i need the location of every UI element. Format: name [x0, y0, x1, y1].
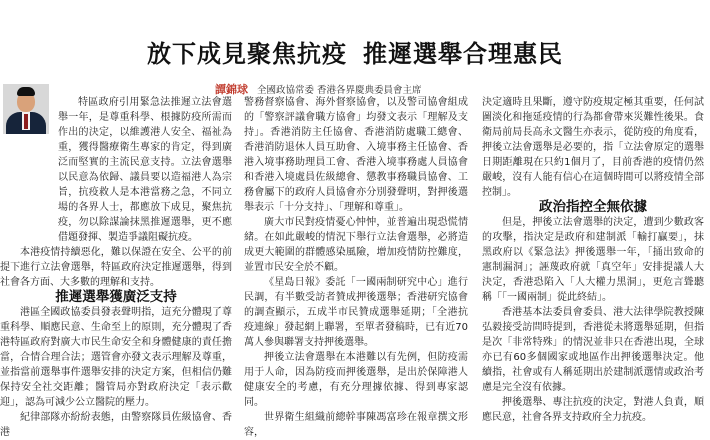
- subheading: 政治指控全無依據: [539, 199, 647, 215]
- paragraph: 特區政府引用緊急法推遲立法會選舉一年，是尊重科學、根據防疫所需而作出的決定，以維護港人安全、福祉為重，獲得醫療衛生專家的肯定，得到廣泛而堅實的主流民意支持。立法會選舉以民意為依歸、議員要以造福港人為宗旨，抗疫救人是本港當務之急，不同立場的各界人士，都應放下成見，聚焦抗疫，勿以除謀論抹黑推遲選舉，更不應借題發揮、製造爭議阻礙抗疫。: [58, 97, 232, 243]
- paragraph: 押後立法會選舉在本港難以有先例，但防疫需用于人命，因為防疫而押後選舉，是出於保障港人健康安全的考慮，有充分理據依據、得到專家認同。: [244, 352, 468, 408]
- author-name: 譚錦球: [215, 83, 248, 96]
- paragraph: 港區全國政協委員發表聲明指，這充分體現了尊重科學、順應民意、生命至上的原則，充分體現了香港特區政府對廣大市民生命安全和身體健康的責任擔當，合情合理合法；選管會亦發文表示理解及尊重，並指當前選舉事件選舉安排的決定方案，但相信仍難保持安全社交距離；醫管局亦對政府決定「表示歡迎」，認為可減少公立醫院的壓力。: [0, 307, 232, 408]
- paragraph: 但是，押後立法會選舉的決定，遭到少數政客的攻擊，指決定是政府和建制派「輸打贏要」，抹黑政府以《緊急法》押後選舉一年，「捅出致命的憲制漏洞」；誣蔑政府就「真空年」安排提議人大決定，香港恐陷入「人大權力黑洞」，更危言聳聽稱「「一國兩制」從此終結」。: [482, 217, 704, 303]
- paragraph: 押後選舉、專注抗疫的決定，對港人負責，順應民意，社會各界支持政府全力抗疫。: [482, 397, 704, 423]
- paragraph: 本港疫情持續惡化，難以保證在安全、公平的前提下進行立法會選舉，特區政府決定推遲選舉，得到社會各方面、大多數的理解和支持。: [0, 247, 232, 288]
- headline-part2: 推遲選舉合理惠民: [363, 40, 563, 68]
- article-column-1: [0, 95, 232, 440]
- paragraph: 紀律部隊亦紛紛表態，由警察隊員佐級協會、香港: [0, 412, 232, 438]
- paragraph: 《星島日報》委託「一國兩制研究中心」進行民調，有半數受訪者贊成押後選舉；香港研究協會的調查顯示，五成半市民贊成選舉延期；「全港抗疫連線」發起網上聯署，至單者發稿時，已有近70萬人參與聯署支持押後選舉。: [244, 277, 468, 348]
- paragraph: 廣大市民對疫情憂心忡忡，並普遍出現恐慌情緒。在如此嚴峻的情況下舉行立法會選舉，必將造成更大範圍的群體感染風險，增加疫情防控難度，並置市民安全於不顧。: [244, 217, 468, 273]
- author-title: 全國政協常委 香港各界慶典委員會主席: [257, 85, 422, 96]
- paragraph: 警務督察協會、海外督察協會，以及警司協會組成的「警察評議會職方協會」均發文表示「理解及支持」。香港消防主任協會、香港消防處職工總會、香港消防退休人員互助會、入境事務主任協會、香港入境事務助理員工會、香港入境事務處人員協會和香港入境處員佐級總會、懲教事務職員協會、工務會屬下的政府人員協會亦分別發聲明，對押後選舉表示「十分支持」、「理解和尊重」。: [244, 97, 468, 213]
- headline: [0, 34, 710, 69]
- paragraph: 決定適時且果斷，遵守防疫規定極其重要，任何試圖淡化和拖延疫情的行為都會帶來災難性後果。食衛局前局長高永文醫生亦表示，從防疫的角度看，押後立法會選舉是必要的，指「立法會原定的選舉日期距離現在只約1個月了，目前香港的疫情仍然嚴峻，沒有人能有信心在這個時間可以將疫情全部控制」。: [482, 97, 704, 198]
- article-column-2: [244, 95, 468, 440]
- headline-part1: 放下成見聚焦抗疫: [147, 40, 347, 68]
- paragraph: 香港基本法委員會委員、港大法律學院教授陳弘毅接受訪問時提到，香港從未將選舉延期，但指是次「非常特殊」的情況並非只在香港出現，全球亦已有60多個國家或地區作出押後選舉決定。他續指，社會或有人稱延期出於建制派選情或政治考慮是完全沒有依據。: [482, 307, 704, 393]
- paragraph: 世界衛生組織前總幹事陳馮富珍在報章撰文形容，: [244, 412, 468, 438]
- subheading: 推遲選舉獲廣泛支持: [55, 289, 177, 305]
- article-column-3: [482, 95, 704, 425]
